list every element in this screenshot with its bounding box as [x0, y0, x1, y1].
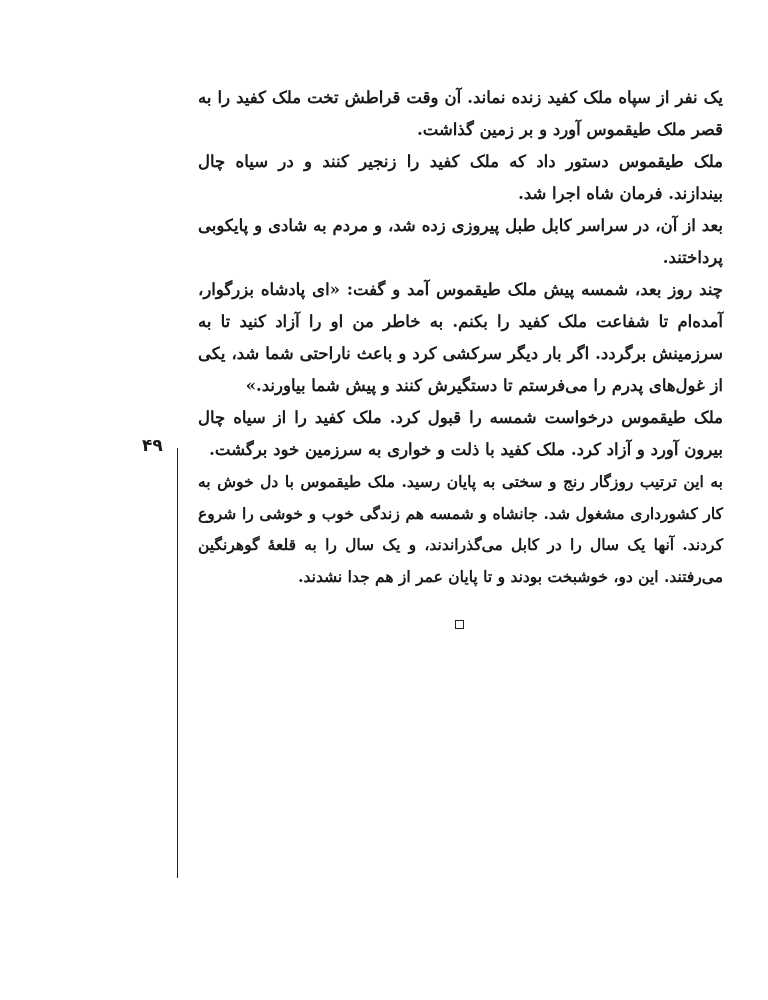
paragraph-3: بعد از آن، در سراسر کابل طبل پیروزی زده شد، و مردم به شادی و پایکوبی پرداختند. [198, 216, 723, 267]
paragraph-6: به این ترتیب روزگار رنج و سختی به پایان رسید. ملک طیقموس با دل خوش به کار کشورداری مشغول شد. جانشاه و شمسه هم زندگی خوب و خوشی را شروع کردند. آنها یک سال را در کابل می‌گذراندند، و یک سال را به قلعهٔ گوهرنگین می‌رفتند. این دو، خوشبخت بودند و تا پایان عمر از هم جدا نشدند. [198, 472, 723, 586]
margin-rule [177, 448, 178, 878]
paragraph-2: ملک طیقموس دستور داد که ملک کفید را زنجیر کنند و در سیاه چال بیندازند. فرمان شاه اجرا شد. [198, 152, 723, 203]
paragraph-1: یک نفر از سپاه ملک کفید زنده نماند. آن وقت قراطش تخت ملک کفید را به قصر ملک طیقموس آورد و بر زمین گذاشت. [198, 88, 723, 139]
end-of-section-mark [455, 620, 464, 629]
page-number: ۴۹ [142, 436, 163, 456]
paragraph-4: چند روز بعد، شمسه پیش ملک طیقموس آمد و گفت: «ای پادشاه بزرگوار، آمده‌ام تا شفاعت ملک کفید را بکنم. به خاطر من او را آزاد کنید تا به سرزمینش برگردد. اگر بار دیگر سرکشی کرد و باعث ناراحتی شما شد، یکی از غول‌های پدرم را می‌فرستم تا دستگیرش کنند و پیش شما بیاورند.» [198, 280, 723, 395]
paragraph-5: ملک طیقموس درخواست شمسه را قبول کرد. ملک کفید را از سیاه چال بیرون آورد و آزاد کرد. ملک کفید با ذلت و خواری به سرزمین خود برگشت. [198, 408, 723, 459]
body-text [198, 82, 723, 592]
